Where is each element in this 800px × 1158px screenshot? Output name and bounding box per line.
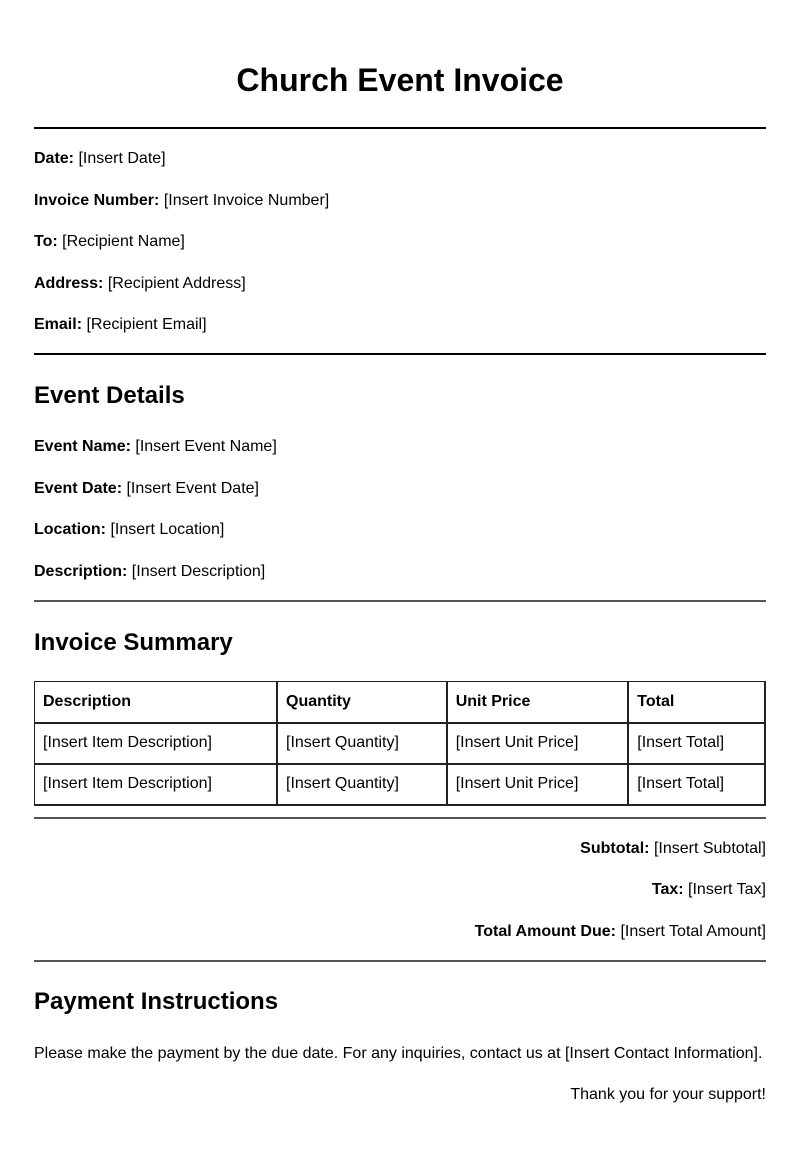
field-label: Location: <box>34 521 106 538</box>
location-field <box>34 520 224 540</box>
field-value: [Insert Location] <box>110 521 225 538</box>
invoice-summary-heading: Invoice Summary <box>34 629 233 656</box>
cell-quantity: [Insert Quantity] <box>277 723 447 764</box>
recipient-address-field <box>34 274 246 294</box>
cell-unit-price: [Insert Unit Price] <box>447 723 629 764</box>
column-header-unit-price: Unit Price <box>447 682 629 723</box>
divider <box>34 127 766 129</box>
column-header-description: Description <box>35 682 278 723</box>
field-value: [Recipient Address] <box>107 275 246 292</box>
divider <box>34 353 766 355</box>
field-value: [Recipient Name] <box>62 233 185 250</box>
payment-instructions-text: Please make the payment by the due date. For any inquiries, contact us at [Insert Contact Information]. <box>34 1045 763 1062</box>
table-header-row <box>35 682 766 723</box>
table-row <box>35 723 766 764</box>
field-label: To: <box>34 233 58 250</box>
total-due-line <box>475 922 766 942</box>
field-label: Address: <box>34 275 104 292</box>
event-name-field <box>34 437 277 457</box>
cell-quantity: [Insert Quantity] <box>277 764 447 805</box>
column-header-quantity: Quantity <box>277 682 447 723</box>
field-value: [Insert Date] <box>78 150 166 167</box>
field-value: [Insert Event Date] <box>126 480 259 497</box>
tax-line <box>652 880 766 900</box>
event-date-field <box>34 479 259 499</box>
field-value: [Insert Event Name] <box>135 438 277 455</box>
recipient-email-field <box>34 315 207 335</box>
invoice-number-field <box>34 191 329 211</box>
cell-description: [Insert Item Description] <box>35 764 278 805</box>
cell-description: [Insert Item Description] <box>35 723 278 764</box>
subtotal-line <box>580 839 766 859</box>
divider <box>34 817 766 819</box>
cell-total: [Insert Total] <box>628 723 765 764</box>
field-label: Invoice Number: <box>34 192 160 209</box>
event-details-heading: Event Details <box>34 382 185 409</box>
invoice-items-table <box>34 681 766 806</box>
thank-you-note: Thank you for your support! <box>570 1086 766 1103</box>
field-label: Date: <box>34 150 75 167</box>
column-header-total: Total <box>628 682 765 723</box>
cell-total: [Insert Total] <box>628 764 765 805</box>
page-title: Church Event Invoice <box>236 62 564 98</box>
field-label: Event Name: <box>34 438 131 455</box>
description-field <box>34 562 265 582</box>
total-value: [Insert Total Amount] <box>620 923 766 940</box>
field-label: Email: <box>34 316 83 333</box>
field-label: Description: <box>34 563 128 580</box>
payment-instructions-heading: Payment Instructions <box>34 988 279 1015</box>
cell-unit-price: [Insert Unit Price] <box>447 764 629 805</box>
recipient-name-field <box>34 232 185 252</box>
total-label: Total Amount Due: <box>474 923 616 940</box>
divider <box>34 600 766 602</box>
divider <box>34 960 766 962</box>
total-label: Tax: <box>651 881 684 898</box>
total-value: [Insert Subtotal] <box>653 840 766 857</box>
field-value: [Recipient Email] <box>86 316 207 333</box>
date-field <box>34 149 166 169</box>
field-value: [Insert Invoice Number] <box>163 192 330 209</box>
total-value: [Insert Tax] <box>688 881 766 898</box>
field-label: Event Date: <box>34 480 123 497</box>
table-row <box>35 764 766 805</box>
total-label: Subtotal: <box>580 840 650 857</box>
field-value: [Insert Description] <box>131 563 266 580</box>
